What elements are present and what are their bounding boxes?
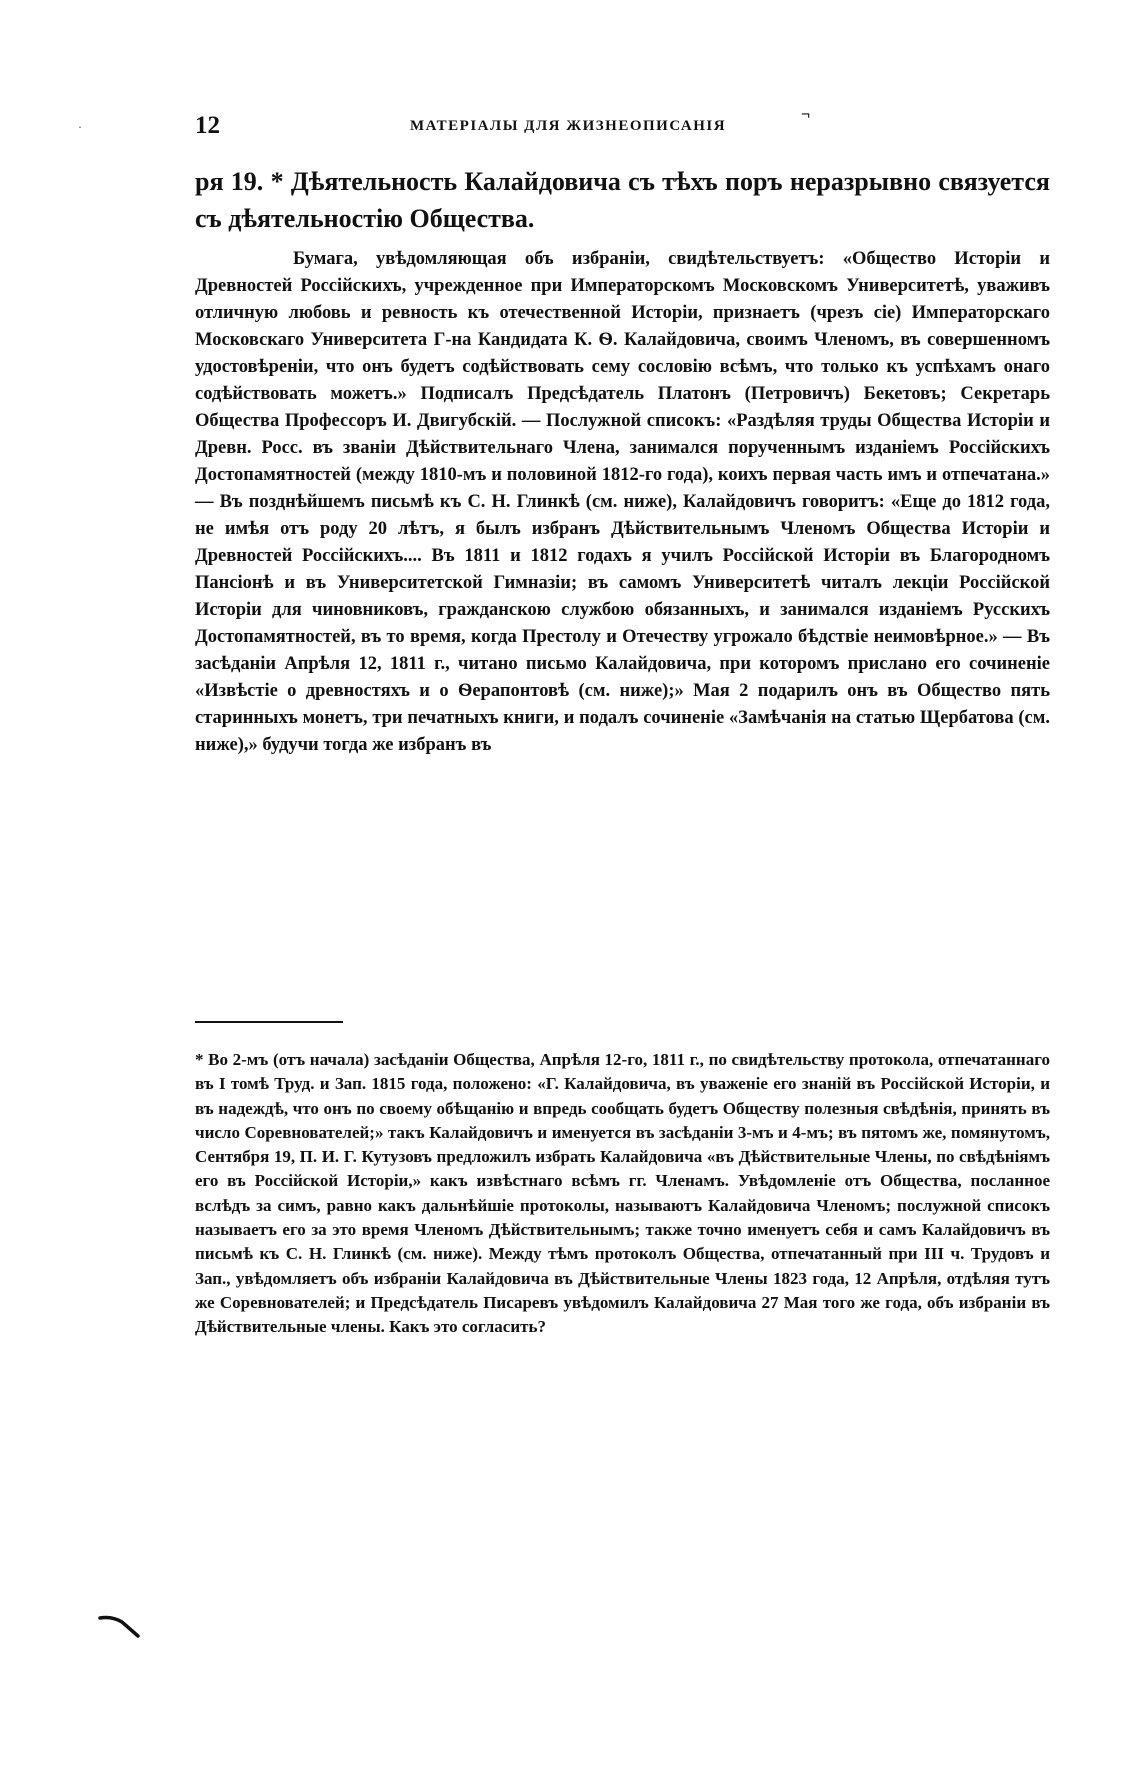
footnote: * Во 2-мъ (отъ начала) засѣданіи Общества, Апрѣля 12-го, 1811 г., по свидѣтельству протокола, отпечатаннаго въ I томѣ Труд. и Зап. 1815 года, положено: «Г. Калайдовича, въ уваженіе его знаній въ Россійской Исторіи, и въ надеждѣ, что онъ по своему обѣщанію и впредь сообщать будетъ Обществу полезныя свѣдѣнія, принять въ число Соревнователей;» такъ Калайдовичъ и именуется въ засѣданіи 3-мъ и 4-мъ; въ пятомъ же, помянутомъ, Сентября 19, П. И. Г. Кутузовъ предложилъ избрать Калайдовича «въ Дѣйствительные Члены, по свѣдѣніямъ его въ Россійской Исторіи,» какъ извѣстнаго всѣмъ гг. Членамъ. Увѣдомленіе отъ Общества, посланное вслѣдъ за симъ, равно какъ дальнѣйшіе протоколы, называютъ Калайдовича Членомъ; послужной списокъ называетъ его за это время Членомъ Дѣйствительнымъ; также точно именуетъ себя и самъ Калайдовичъ въ письмѣ къ С. Н. Глинкѣ (см. ниже). Между тѣмъ протоколъ Общества, отпечатанный при III ч. Трудовъ и Зап., увѣдомляетъ объ избраніи Калайдовича въ Дѣйствительные Члены 1823 года, 12 Апрѣля, отдѣляя тутъ же Соревнователей; и Предсѣдатель Писаревъ увѣдомилъ Калайдовича 27 Мая того же года, объ избраніи въ Дѣйствительные члены. Какъ это согласить? — [195, 1050, 1050, 1337]
lead-paragraph: ря 19. * Дѣятельность Калайдовича съ тѣхъ поръ неразрывно связуется съ дѣятельностію Общества. — [195, 167, 1050, 233]
running-head: МАТЕРІАЛЫ ДЛЯ ЖИЗНЕОПИСАНІЯ — [410, 118, 727, 134]
page-header — [195, 106, 1050, 148]
header-mark: ¬ — [801, 106, 811, 123]
footnote-divider — [195, 1021, 343, 1023]
main-text — [195, 163, 1050, 759]
page-number: 12 — [195, 112, 220, 139]
pen-mark-icon — [98, 1612, 148, 1642]
margin-speck: · — [78, 120, 82, 134]
body-paragraph: Бумага, увѣдомляющая объ избраніи, свидѣтельствуетъ: «Общество Исторіи и Древностей Россійскихъ, учрежденное при Императорскомъ Московскомъ Университетѣ, уваживъ отличную любовь и ревность къ отечественной Исторіи, признаетъ (чрезъ сіе) Императорскаго Московскаго Университета Г-на Кандидата К. Ѳ. Калайдовича, своимъ Членомъ, въ совершенномъ удостовѣреніи, что онъ будетъ содѣйствовать сему сословію всѣмъ, что только къ успѣхамъ онаго содѣйствовать можетъ.» Подписалъ Предсѣдатель Платонъ (Петровичъ) Бекетовъ; Секретарь Общества Профессоръ И. Двигубскій. — Послужной списокъ: «Раздѣляя труды Общества Исторіи и Древн. Росс. въ званіи Дѣйствительнаго Члена, занимался порученнымъ изданіемъ Россійскихъ Достопамятностей (между 1810-мъ и половиной 1812-го года), коихъ первая часть имъ и отпечатана.» — Въ позднѣйшемъ письмѣ къ С. Н. Глинкѣ (см. ниже), Калайдовичъ говоритъ: «Еще до 1812 года, не имѣя отъ роду 20 лѣтъ, я былъ избранъ Дѣйствительнымъ Членомъ Общества Исторіи и Древностей Россійскихъ.... Въ 1811 и 1812 годахъ я училъ Россійской Исторіи въ Благородномъ Пансіонѣ и въ Университетской Гимназіи; въ самомъ Университетѣ читалъ лекціи Россійской Исторіи для чиновниковъ, гражданскою службою обязанныхъ, и занимался изданіемъ Русскихъ Достопамятностей, въ то время, когда Престолу и Отечеству угрожало бѣдствіе неимовѣрное.» — Въ засѣданіи Апрѣля 12, 1811 г., читано письмо Калайдовича, при которомъ прислано его сочиненіе «Извѣстіе о древностяхъ и о Ѳерапонтовѣ (см. ниже);» Мая 2 подарилъ онъ въ Общество пять старинныхъ монетъ, три печатныхъ книги, и подалъ сочиненіе «Замѣчанія на статью Щербатова (см. ниже),» будучи тогда же избранъ въ — [195, 249, 1050, 755]
